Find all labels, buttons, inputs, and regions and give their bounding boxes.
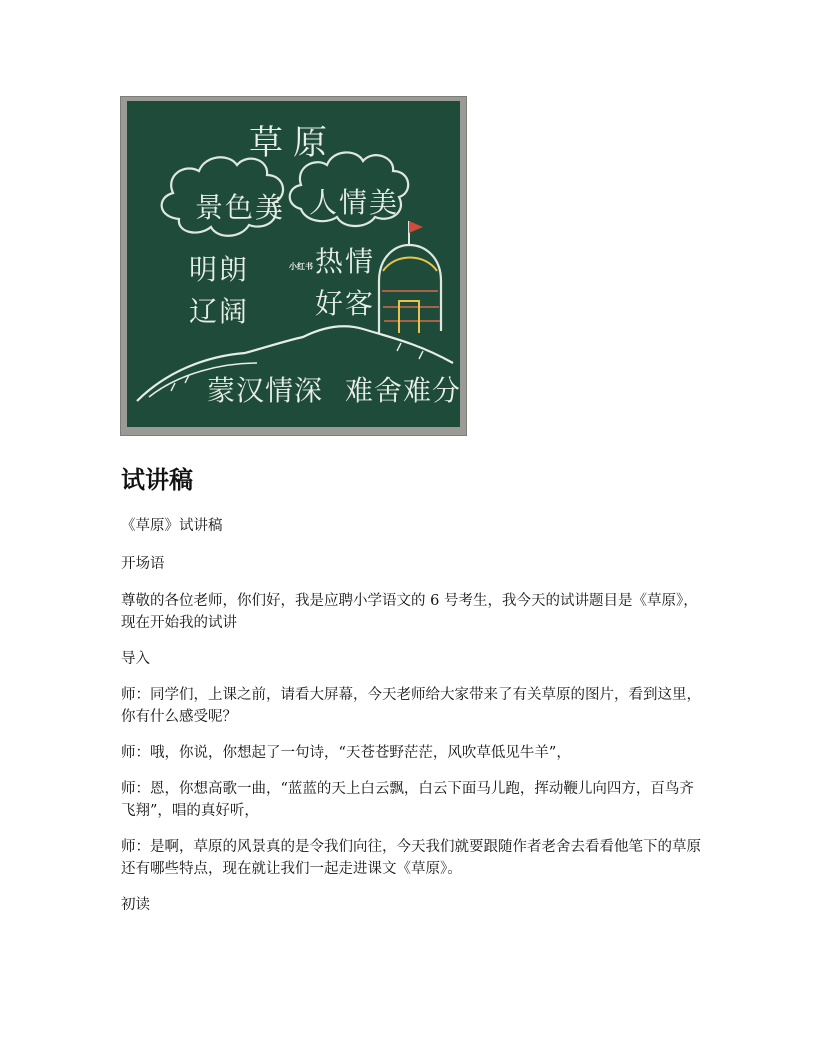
- paragraph: 师：哦，你说，你想起了一句诗，“天苍苍野茫茫，风吹草低见牛羊”，: [121, 745, 571, 761]
- paragraph: 开场语: [121, 556, 165, 572]
- document-heading: 试讲稿: [121, 466, 193, 494]
- board-bottom-right: 难舍难分: [345, 374, 462, 407]
- board-left-line: 辽阔: [189, 295, 250, 328]
- blackboard: [127, 101, 460, 427]
- board-bottom-left: 蒙汉情深: [207, 374, 324, 407]
- paragraph: 师：同学们，上课之前，请看大屏幕，今天老师给大家带来了有关草原的图片，看到这里，你有什么感受呢？: [121, 687, 701, 725]
- board-cloud-right-text: 人情美: [309, 186, 400, 219]
- yurt-drawing: [379, 221, 441, 333]
- board-cloud-left-text: 景色美: [195, 191, 286, 224]
- board-bottom-text: [207, 369, 461, 409]
- paragraph: 师：恩，你想高歌一曲，“蓝蓝的天上白云飘，白云下面马儿跑，挥动鞭儿向四方，百鸟齐飞翔”，唱的真好听，: [121, 781, 694, 819]
- paragraph: 《草原》试讲稿: [121, 518, 223, 534]
- board-right-column: [315, 241, 375, 325]
- blackboard-photo: [120, 96, 467, 436]
- board-left-line: 明朗: [189, 253, 250, 286]
- board-title: 草原: [249, 123, 337, 163]
- paragraph: 师：是啊，草原的风景真的是令我们向往，今天我们就要跟随作者老舍去看看他笔下的草原还有哪些特点，现在就让我们一起走进课文《草原》。: [121, 839, 701, 877]
- board-left-column: [189, 249, 249, 333]
- board-right-line: 好客: [315, 287, 376, 320]
- paragraph: 尊敬的各位老师，你们好，我是应聘小学语文的 6 号考生，我今天的试讲题目是《草原》， 现在开始我的试讲: [121, 593, 698, 631]
- paragraph: 初读: [121, 897, 150, 913]
- paragraph: 导入: [121, 651, 150, 667]
- board-right-line: 热情: [315, 245, 376, 278]
- watermark-stamp: 小红书: [289, 262, 313, 271]
